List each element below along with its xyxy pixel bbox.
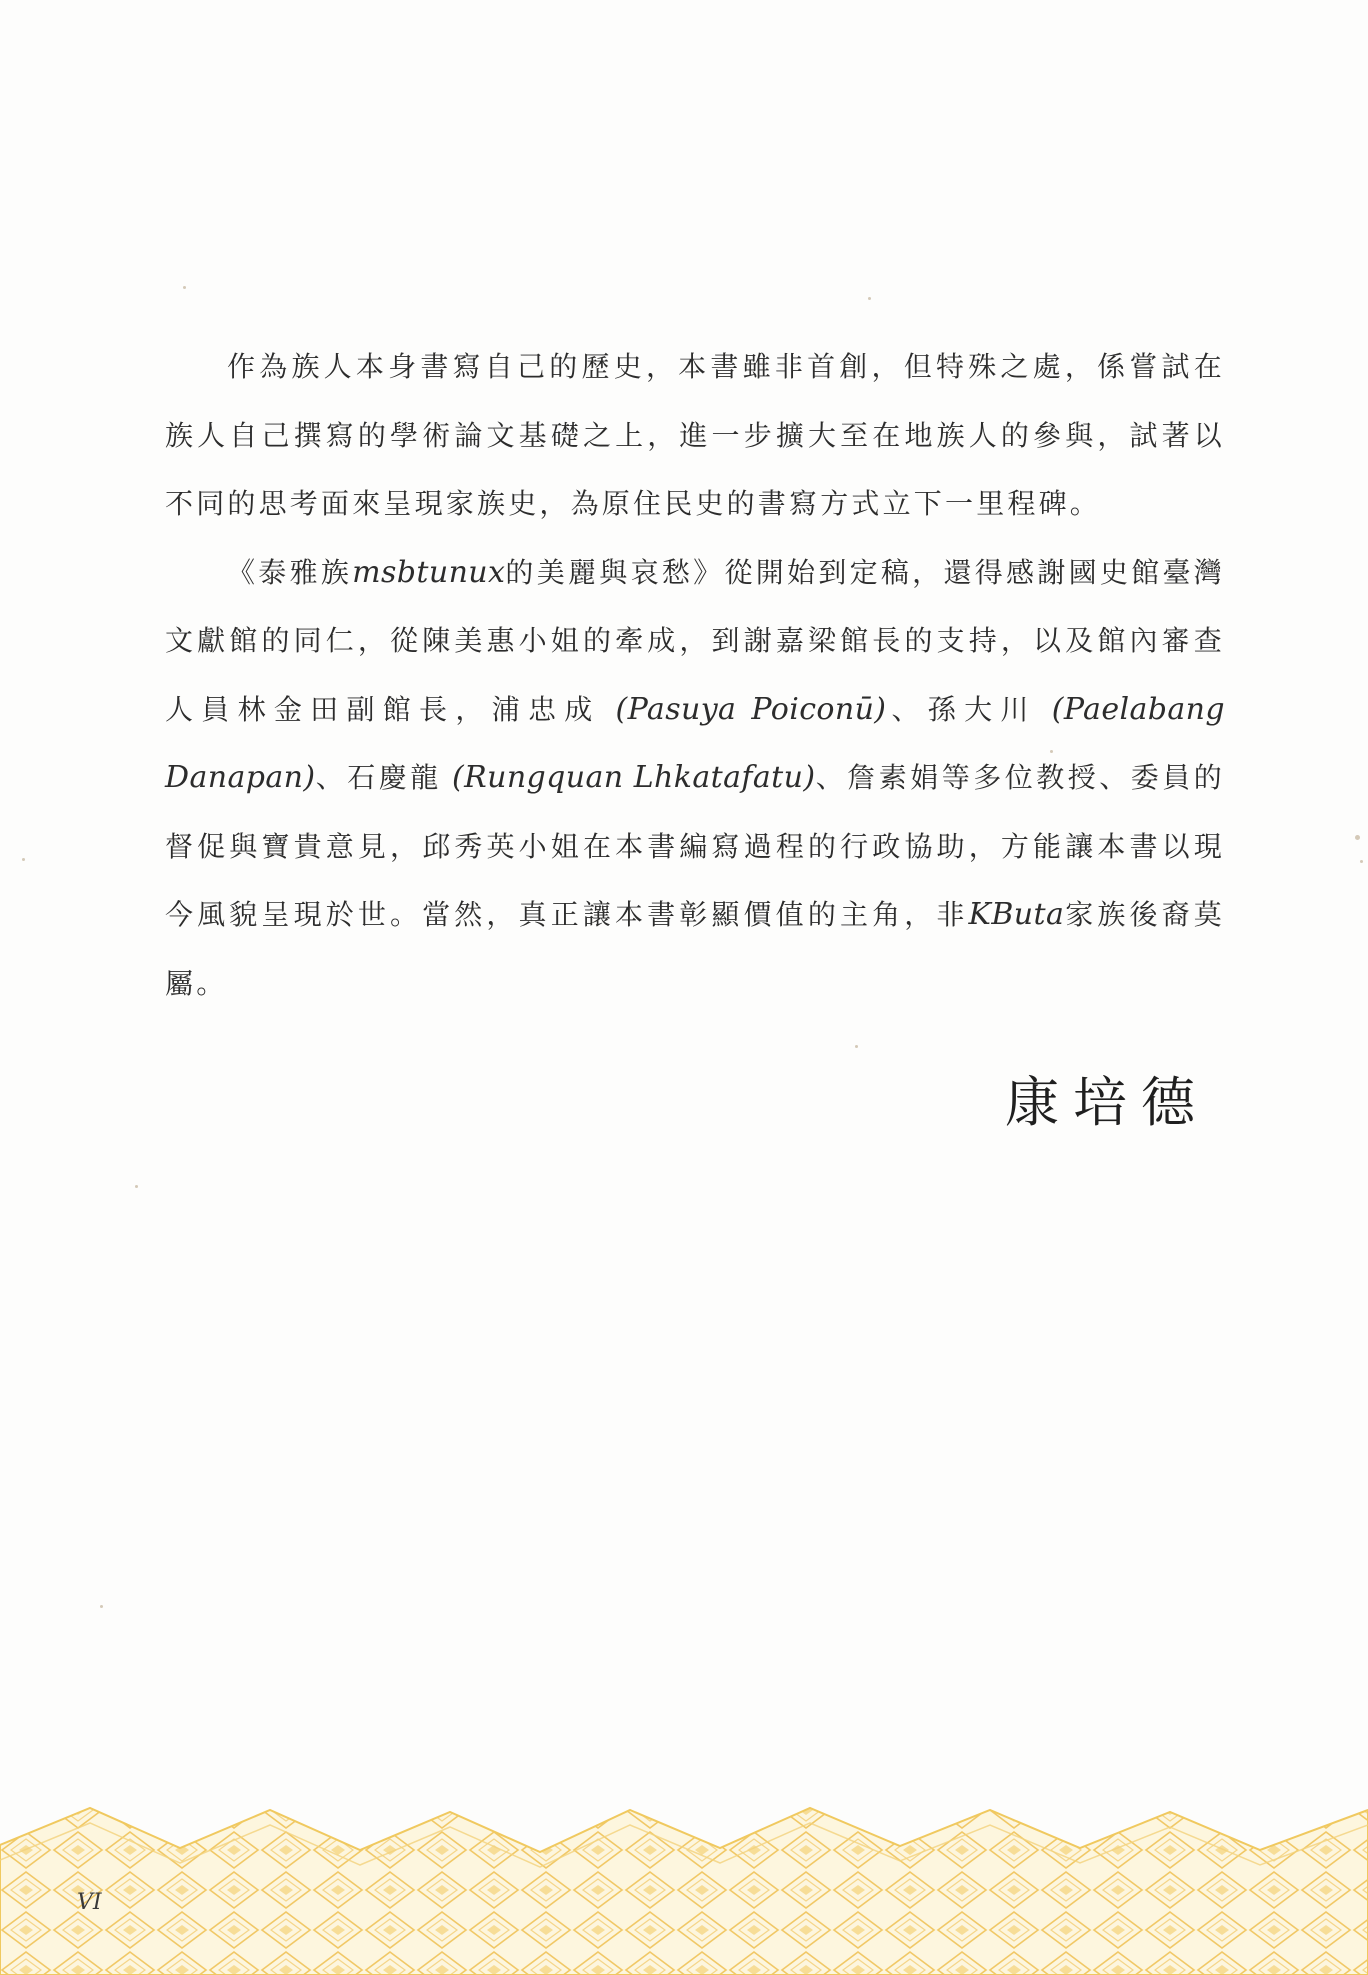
paragraph-2-seg-8: 、詹素娟等多位教授、委員的督促與寶貴意見，邱秀英小姐在本書編寫過程的行政協助，方能讓本書以現今風貌呈現於世。當然，真正讓本書彰顯價值的主角，非 — [165, 761, 1225, 931]
paragraph-2-seg-2: 的美麗與哀愁》從開始到定稿，還得感謝國史館臺灣文獻館的同仁，從陳美惠小姐的牽成，到謝嘉梁館長的支持，以及館內審查人員林金田副館長，浦忠成 — [165, 555, 1225, 726]
paragraph-1-text: 作為族人本身書寫自己的歷史，本書雖非首創，但特殊之處，係嘗試在族人自己撰寫的學術論文基礎之上，進一步擴大至在地族人的參與，試著以不同的思考面來呈現家族史，為原住民史的書寫方式立下一里程碑。 — [165, 350, 1225, 520]
paragraph-2-seg-0: 《泰雅族 — [227, 555, 353, 589]
paragraph-2 — [165, 539, 1225, 1019]
scan-speck — [1360, 860, 1363, 863]
paragraph-2-seg-10: 家族後裔莫屬。 — [165, 898, 1225, 1000]
scan-speck — [183, 286, 186, 289]
paragraph-2-seg-9: KButa — [968, 897, 1065, 932]
scan-speck — [100, 1605, 103, 1608]
page-number: VI — [77, 1890, 102, 1915]
paragraph-2-seg-3: (Pasuya Poiconū) — [600, 691, 887, 727]
scan-speck — [855, 1045, 858, 1048]
paragraph-2-seg-1: msbtunux — [352, 554, 506, 590]
paragraph-2-seg-7: (Rungquan Lhkatafatu) — [441, 760, 816, 795]
paragraph-1 — [165, 333, 1225, 539]
decorative-border — [0, 1790, 1368, 1975]
body-text — [165, 333, 1225, 1018]
scan-speck — [868, 297, 871, 300]
scan-speck — [1050, 750, 1053, 753]
paragraph-2-seg-4: 、孫大川 — [886, 692, 1037, 726]
scan-speck — [1355, 835, 1360, 840]
paragraph-2-seg-6: 、石慶龍 — [315, 761, 442, 794]
author-signature: 康培德 — [1005, 1071, 1209, 1134]
scan-speck — [135, 1185, 138, 1188]
scan-speck — [22, 858, 25, 861]
paragraph-2-seg-5: (Paelabang Danapan) — [165, 691, 1225, 795]
